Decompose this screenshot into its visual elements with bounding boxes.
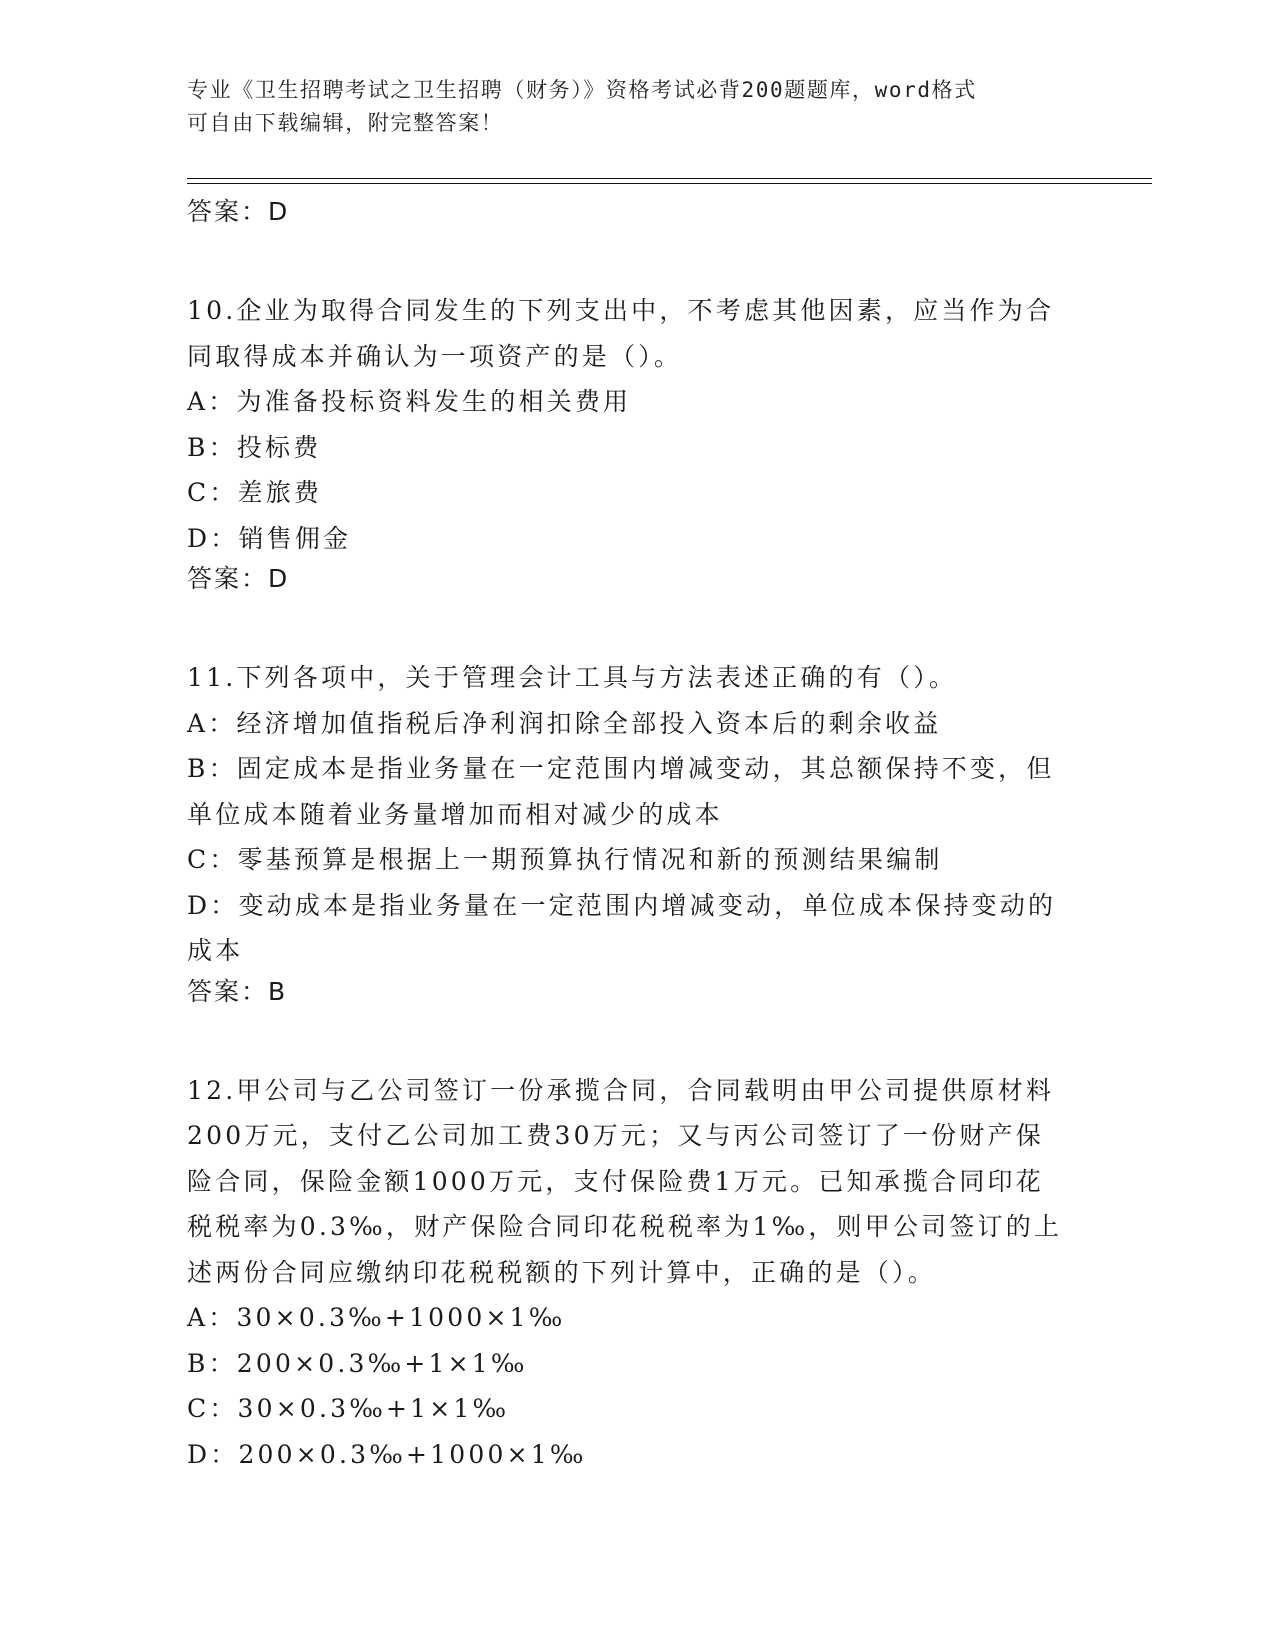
option-c: C：差旅费 (187, 478, 323, 507)
question-12 (187, 1068, 1087, 1478)
option-b: B：固定成本是指业务量在一定范围内增减变动，其总额保持不变，但 (187, 754, 1055, 783)
question-stem-line: 税税率为0.3‰，财产保险合同印花税税率为1‰，则甲公司签订的上 (187, 1212, 1063, 1241)
question-10 (187, 288, 1087, 597)
header-line-1: 专业《卫生招聘考试之卫生招聘（财务）》资格考试必背200题题库，word格式 (187, 78, 977, 102)
header-rule-bottom (187, 183, 1152, 184)
question-stem-line: 述两份合同应缴纳印花税税额的下列计算中，正确的是（）。 (187, 1257, 936, 1287)
option-b: B：投标费 (187, 432, 322, 462)
header-rule-top (187, 178, 1152, 179)
option-a: A：经济增加值指税后净利润扣除全部投入资本后的剩余收益 (187, 708, 942, 738)
question-stem-line: 10.企业为取得合同发生的下列支出中，不考虑其他因素，应当作为合 (187, 296, 1055, 325)
option-c: C：30×0.3‰+1×1‰ (187, 1394, 510, 1423)
question-stem-line: 12.甲公司与乙公司签订一份承揽合同，合同载明由甲公司提供原材料 (187, 1075, 1055, 1105)
option-b: B：200×0.3‰+1×1‰ (187, 1348, 528, 1378)
option-c: C：零基预算是根据上一期预算执行情况和新的预测结果编制 (187, 845, 943, 874)
option-d: D：变动成本是指业务量在一定范围内增减变动，单位成本保持变动的 (187, 890, 1057, 920)
option-d: D：销售佣金 (187, 523, 352, 553)
question-stem-line: 同取得成本并确认为一项资产的是（）。 (187, 341, 683, 371)
previous-answer: 答案：D (187, 197, 290, 226)
question-stem-line: 11.下列各项中，关于管理会计工具与方法表述正确的有（）。 (187, 663, 958, 692)
document-body (187, 190, 1087, 1477)
question-stem-line: 险合同，保险金额1000万元，支付保险费1万元。已知承揽合同印花 (187, 1166, 1044, 1196)
option-b-continued: 单位成本随着业务量增加而相对减少的成本 (187, 799, 723, 829)
option-d: D：200×0.3‰+1000×1‰ (187, 1439, 587, 1469)
answer-line: 答案：B (187, 976, 288, 1006)
option-a: A：30×0.3‰+1000×1‰ (187, 1303, 566, 1332)
question-11 (187, 655, 1087, 1010)
header-line-2: 可自由下载编辑，附完整答案！ (187, 111, 504, 135)
document-header (187, 74, 1087, 140)
option-d-continued: 成本 (187, 936, 244, 965)
option-a: A：为准备投标资料发生的相关费用 (187, 387, 632, 416)
question-stem-line: 200万元，支付乙公司加工费30万元；又与丙公司签订了一份财产保 (187, 1121, 1044, 1150)
answer-line: 答案：D (187, 564, 290, 593)
